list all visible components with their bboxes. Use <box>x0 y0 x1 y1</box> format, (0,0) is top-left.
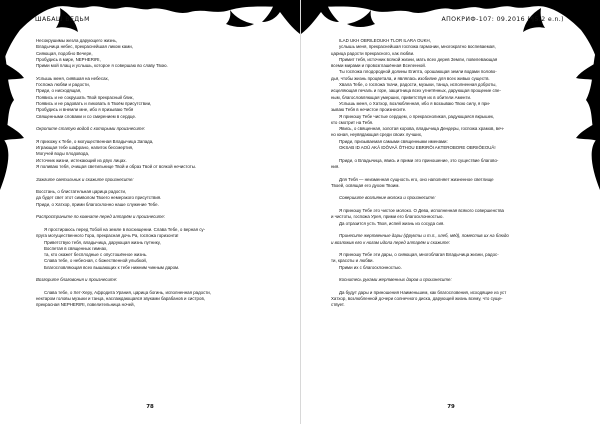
text-line: Источник жизни, истекающий из двух лицах. <box>36 157 127 163</box>
text-line: Я приношу Тебе чистые сердцем, о прекрасноликая, радующаяся вкрышек, <box>339 113 495 119</box>
text-line: Твоей, освящая его духом Твоим. <box>331 182 400 188</box>
text-line: Я поливаю тебя, очищая светильнице Твой и образ Твой от всякой нечистоты. <box>36 163 197 169</box>
instruction-line: Распространите по комнате перед алтарём и произнесите: <box>36 214 166 220</box>
text-line: Услышь меня, о Хатхор, возлюбленная, ибо я воззываю Твою силу, я при- <box>339 100 491 106</box>
instruction-line: Принесите жертвенные дары (фрукты и т.п., хлеб, мёд), поместив их на блюдо <box>339 233 509 239</box>
text-line: Я приношу Тебе эти дары, о сияющая, многоблагая Владычица жизни, радос- <box>339 252 499 258</box>
text-line: Приветствую тебя, владычица, дарующая жизнь путнику, <box>44 239 161 245</box>
text-line: Слава тебе, о Хет-Херу, Афродита Урания, царица богинь, исполненная радости, <box>44 289 211 295</box>
text-line: ния. <box>331 163 340 169</box>
text-line: Для Тебя — неизменная сущность его, оно наполняет жизненное светлище <box>339 176 494 182</box>
text-line: дья, чтобы жизнь процветала, и являлась изобилие для всех живых существ. <box>331 75 490 81</box>
text-line: Хвала Тебе, о госпожа ткачи, радости, музыки, танца, исполненная доброты, <box>339 82 497 88</box>
text-line: Госпожа любви и радости, <box>36 82 90 88</box>
text-line: та, кто окажет бесплодные с опустошённое жизнь. <box>44 252 148 258</box>
text-line: царица радости прекрасного, как любви. <box>331 50 415 56</box>
right-page <box>300 0 600 424</box>
text-line: Хатхор, возлюбленной дочери солнечного диска, дарующей жизнь всему, что суще- <box>331 296 503 302</box>
text-line: Владычица небес, прекраснейшая ликом ками, <box>36 44 133 50</box>
text-line: Да отразится усть Твоя, испей жизнь из сосуда сия. <box>339 220 445 226</box>
text-line: Приди, о Хатхор, прими благосклонно наше служение Тебе. <box>36 201 159 207</box>
text-line: Восстань, о блистательная царица радости, <box>36 189 127 195</box>
text-line: Священными словами и со смирением в сердце. <box>36 113 137 119</box>
text-line: Услышь меня, сиявшая на небесах, <box>36 75 109 81</box>
running-header: ШАБАШ ВЕДЬМ <box>35 16 90 23</box>
text-line: Явись, о священная, золотая корова, владычица Дендеры, госпожа храмов, веч- <box>339 126 505 132</box>
page-number: 78 <box>146 404 154 410</box>
text-line: Приди, призываемая самыми священными именами: <box>339 138 448 144</box>
text-line: и чистоты, госпожа Урея, прими его благосклонностью. <box>331 214 444 220</box>
side-flourish-icon <box>0 0 26 200</box>
text-line: Да будут дары и приношения Наименьшем, как благословения, исходящие из уст <box>339 289 507 295</box>
text-line: Ты госпожа плодородной долины Египта, орошающая земли водами полово- <box>339 69 497 75</box>
text-line: Благословляющая всех вышающих к тебе нижним чинным даром. <box>44 264 180 270</box>
text-line: Появись и не сокрушать Твой прекрасный блик, <box>36 94 134 100</box>
text-line: ствует. <box>331 302 345 308</box>
text-line: прекрасная NEPHERIRI, повелительница ночей, <box>36 302 135 308</box>
instruction-line: и возложив его к ногам идола перед алтарём и скажите: <box>331 239 451 245</box>
text-line: Примит тебя, источник всякой жизни, мать всех дерев Земли, повелевающая <box>339 56 498 62</box>
text-line: ти, красоты и любви. <box>331 258 374 264</box>
text-line: Прими мой плащ и услышь, которое я совершаю во славу Твою. <box>36 63 168 69</box>
body-text <box>36 38 266 309</box>
instruction-line: Совершите возлияние молока и произнесите: <box>339 195 436 201</box>
instruction-line: Коснитесь руками жертвенных даров и произнесите: <box>339 277 452 283</box>
text-line: но юная, неувядающая среди своих лучших, <box>331 132 423 138</box>
text-line: нектаром головы музыки и танца, наслаждающаяся звуками барабанов и систров, <box>36 296 205 302</box>
text-line: Приди, о нисходящая, <box>36 88 82 94</box>
text-line: ILAD UKH OBRILEOUKH TLOR ILARA OUKH, <box>339 38 431 43</box>
text-line: кто смотрит на Тебя. <box>331 119 374 125</box>
running-header: АПОКРИФ-107: 09.2016 (¶5.2 e.n.) <box>441 16 564 23</box>
text-line: Сияющая, подобно Вечере, <box>36 50 93 56</box>
text-line: услышь меня, прекраснейшая госпожа гармонии, многократно воспеваемая, <box>339 44 496 50</box>
text-line: Слава тебе, о небесная, с божественной улыбкой, <box>44 258 148 264</box>
text-line: Приди, о Владычица, явись и прими это приношение, это существие благово- <box>339 157 499 163</box>
text-line: Я приношу Тебе это чистое молоко. О Дева, исполненная всякого совершенства <box>339 208 504 214</box>
text-line: Я прихожу к Тебе, о могущественная Владычица Запада, <box>36 138 154 144</box>
text-line: ным, благословляющая умерших, приветствуя их в обители Аменти. <box>331 94 472 100</box>
text-line: Могучей воды плодовода, <box>36 151 90 157</box>
text-line: Несокрушимы жезла дарующего жизнь, <box>36 38 118 43</box>
text-line: зываю Тебя в нечистое произнесите. <box>331 107 407 113</box>
body-text <box>331 38 565 309</box>
text-line: Появись и не радовать и ликовать в Твоём присутствии, <box>36 100 152 106</box>
side-flourish-icon <box>574 0 600 200</box>
page-number: 79 <box>447 404 455 410</box>
instruction-line: Окропите статую водой с которыми произнесите: <box>36 126 146 132</box>
text-line: Пробудись и внемли мне, ибо я призываю Тебя <box>36 107 134 113</box>
text-line: Играющая тебе шафрано, напиток бессмертия, <box>36 145 134 151</box>
text-line: пруга могущественного Гора, прекрасная дочь Ра, госпожа горизонта! <box>36 233 179 239</box>
text-line: исцеляющая печаль и горе, защитница всех угнетённых, дарующая прощение спе- <box>331 88 501 94</box>
text-line: да будет свет этот символом Твоего немерзкого присутствия. <box>36 195 162 201</box>
text-line: всеми мирами и провозглашённая Вселенной. <box>331 63 427 69</box>
instruction-line: Возгорите благовония и произнесите: <box>36 277 118 283</box>
instruction-line: Зажгите светильник и скажите произнесите: <box>36 176 134 182</box>
text-line: Пробудись в мире, NEPHERIRI, <box>36 56 101 62</box>
text-line: Воспетая в священных гимнах, <box>44 245 108 251</box>
text-line: Прими их с благосклонностью. <box>339 264 402 270</box>
text-line: OKSAB ID AOÛ AKÂ IDÔVAÂ ÖTHOU EBRIRÖI AKTEROBORE OBRIIÔEOUÂ! <box>339 145 496 151</box>
text-line: Я простираюсь перед Тобой на земле в восхищении. Слава Тебе, о верная су- <box>44 226 206 232</box>
